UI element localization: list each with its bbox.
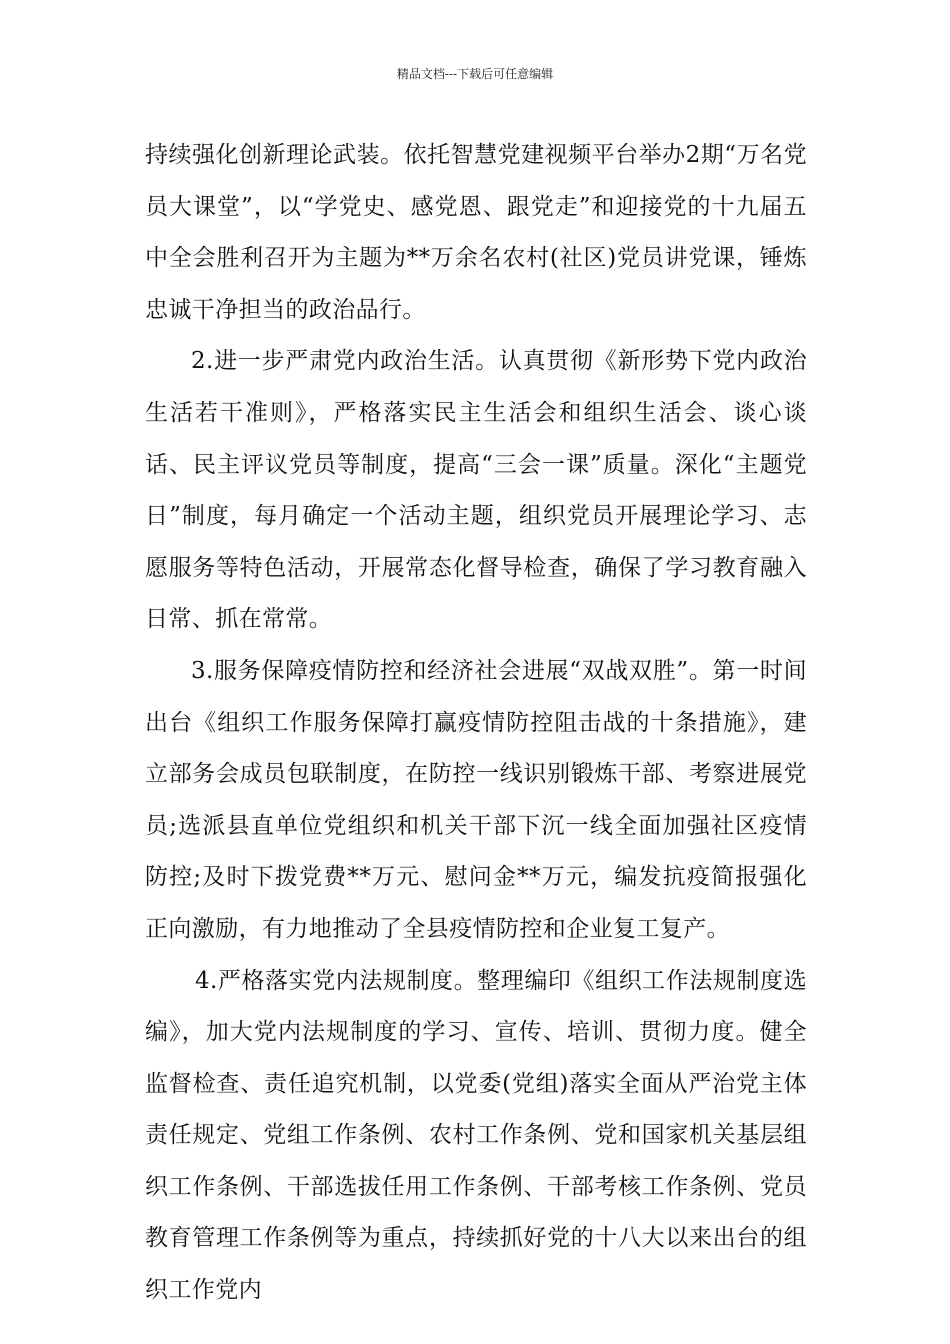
paragraph-continuation: 持续强化创新理论武装。依托智慧党建视频平台举办2期“万名党员大课堂”，以“学党史、感党恩、跟党走”和迎接党的十九届五中全会胜利召开为主题为**万余名农村(社区)党员讲党课，锤炼忠诚干净担当的政治品行。 [145,142,807,323]
document-body [145,130,807,1317]
paragraph-item-4: 4.严格落实党内法规制度。整理编印《组织工作法规制度选编》，加大党内法规制度的学习、宣传、培训、贯彻力度。健全监督检查、责任追究机制，以党委(党组)落实全面从严治党主体责任规定、党组工作条例、农村工作条例、党和国家机关基层组织工作条例、干部选拔任用工作条例、干部考核工作条例、党员教育管理工作条例等为重点，持续抓好党的十八大以来出台的组织工作党内 [145,967,807,1304]
paragraph-item-3: 3.服务保障疫情防控和经济社会进展“双战双胜”。第一时间出台《组织工作服务保障打赢疫情防控阻击战的十条措施》，建立部务会成员包联制度，在防控一线识别锻炼干部、考察进展党员;选派县直单位党组织和机关干部下沉一线全面加强社区疫情防控;及时下拨党费**万元、慰问金**万元，编发抗疫简报强化正向激励，有力地推动了全县疫情防控和企业复工复产。 [145,657,807,942]
paragraph-item-2: 2.进一步严肃党内政治生活。认真贯彻《新形势下党内政治生活若干准则》，严格落实民主生活会和组织生活会、谈心谈话、民主评议党员等制度，提高“三会一课”质量。深化“主题党日”制度，每月确定一个活动主题，组织党员开展理论学习、志愿服务等特色活动，开展常态化督导检查，确保了学习教育融入日常、抓在常常。 [145,348,807,633]
page-header: 精品文档---下载后可任意编辑 [396,67,554,81]
